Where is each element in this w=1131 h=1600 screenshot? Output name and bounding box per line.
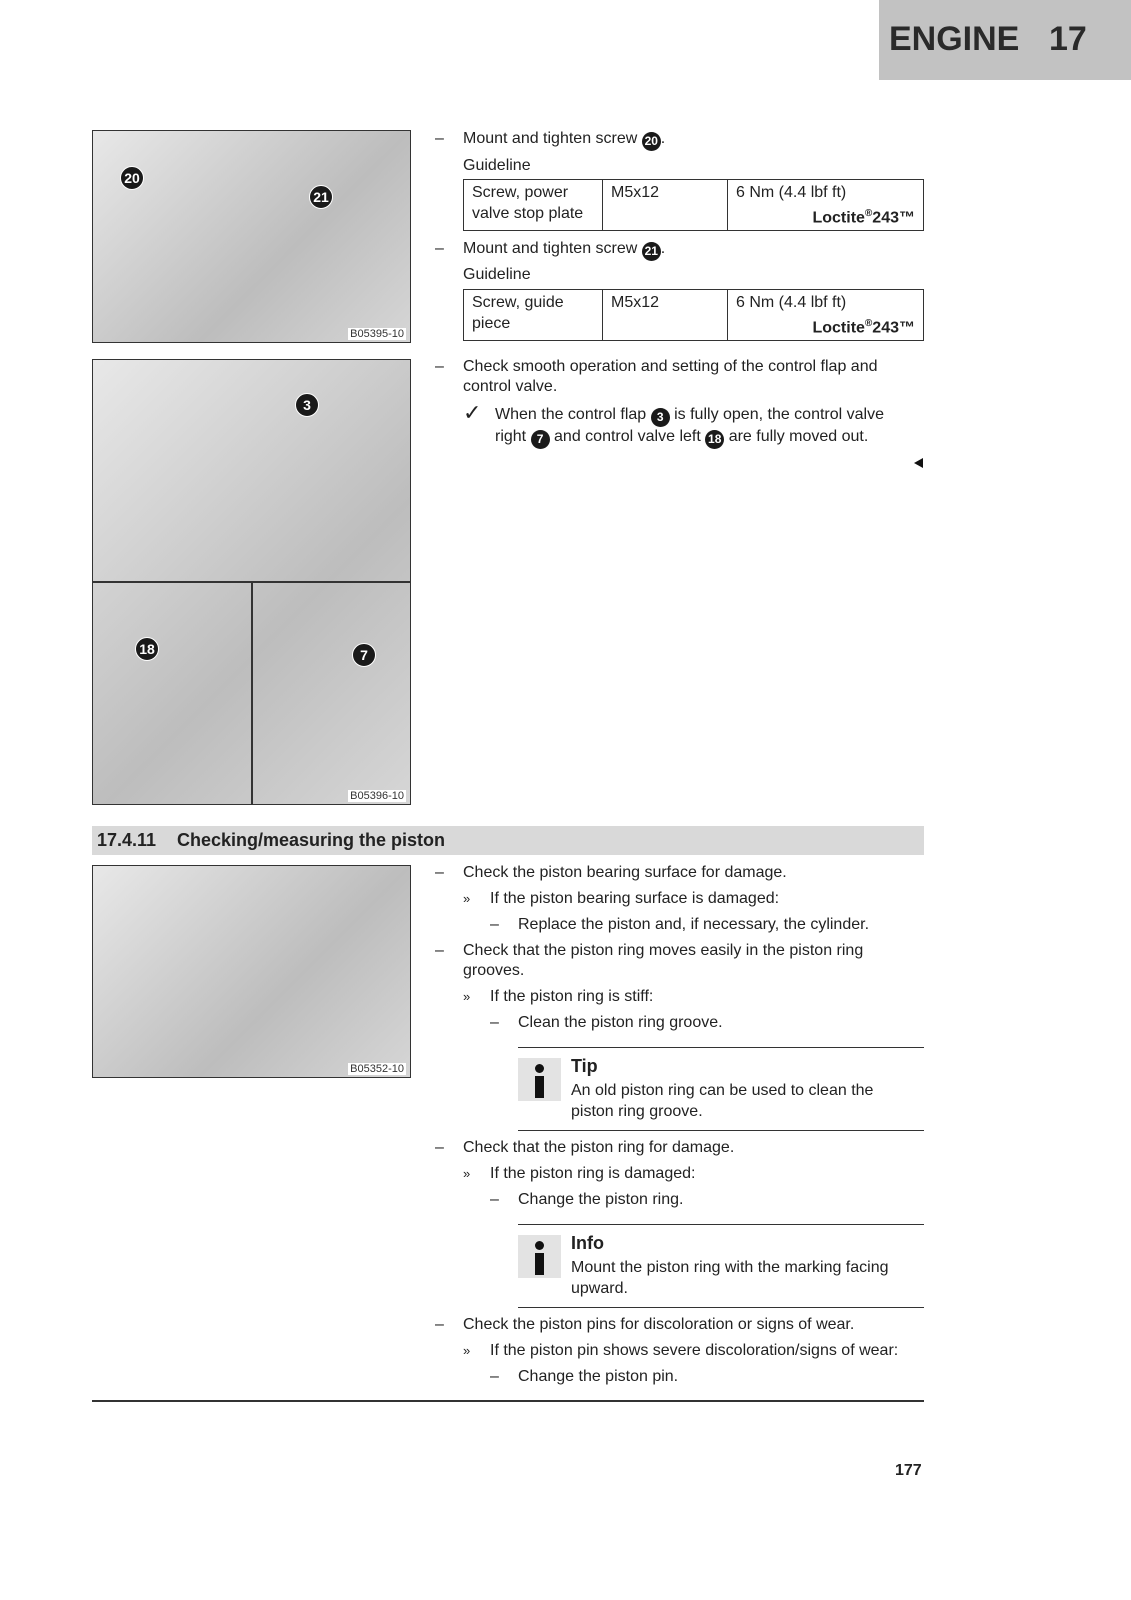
part-cell: Screw, power valve stop plate bbox=[464, 180, 603, 231]
action-text: Replace the piston and, if necessary, the cylinder. bbox=[518, 916, 870, 933]
torque-cell: 6 Nm (4.4 lbf ft) Loctite®243™ bbox=[728, 180, 924, 231]
tip-box bbox=[518, 1047, 924, 1131]
thread-cell: M5x12 bbox=[603, 290, 728, 341]
dash-bullet: – bbox=[435, 1316, 444, 1333]
step-text: Check the piston bearing surface for damage. bbox=[463, 864, 787, 881]
section-heading: 17.4.11 Checking/measuring the piston bbox=[92, 826, 924, 855]
figure-caption: B05395-10 bbox=[350, 328, 404, 340]
dash-bullet: – bbox=[435, 864, 444, 881]
callout-21: 21 bbox=[309, 185, 333, 209]
figure-power-valve-screws bbox=[92, 130, 411, 343]
chapter-title: ENGINE bbox=[889, 20, 1020, 58]
dash-bullet: – bbox=[490, 1014, 499, 1031]
guideline-label: Guideline bbox=[463, 266, 531, 283]
dash-bullet: – bbox=[435, 130, 444, 147]
chapter-number: 17 bbox=[1049, 20, 1087, 58]
action-text: Clean the piston ring groove. bbox=[518, 1014, 723, 1031]
dash-bullet: – bbox=[435, 358, 444, 375]
condition-text: If the piston ring is damaged: bbox=[490, 1165, 696, 1182]
thread-cell: M5x12 bbox=[603, 180, 728, 231]
check-icon: ✓ bbox=[463, 400, 482, 425]
result-text: right 7 and control valve left 18 are fully moved out. bbox=[495, 426, 868, 449]
footer-rule bbox=[92, 1400, 924, 1402]
tip-title: Tip bbox=[571, 1056, 598, 1076]
chapter-header bbox=[879, 0, 1131, 80]
condition-bullet: » bbox=[463, 1166, 471, 1181]
dash-bullet: – bbox=[490, 1191, 499, 1208]
action-text: Change the piston pin. bbox=[518, 1368, 679, 1385]
end-marker-icon bbox=[914, 458, 923, 468]
callout-7: 7 bbox=[352, 643, 376, 667]
condition-bullet: » bbox=[463, 891, 471, 906]
guideline-label: Guideline bbox=[463, 157, 531, 174]
figure-caption: B05396-10 bbox=[350, 790, 404, 802]
torque-cell: 6 Nm (4.4 lbf ft) Loctite®243™ bbox=[728, 290, 924, 341]
condition-text: If the piston bearing surface is damaged: bbox=[490, 890, 780, 907]
step-text: Check the piston pins for discoloration or signs of wear. bbox=[463, 1316, 855, 1333]
tip-body: An old piston ring can be used to clean the piston ring groove. bbox=[571, 1082, 874, 1120]
callout-18: 18 bbox=[135, 637, 159, 661]
info-icon bbox=[518, 1235, 561, 1278]
dash-bullet: – bbox=[435, 240, 444, 257]
dash-bullet: – bbox=[490, 916, 499, 933]
step-text: Check smooth operation and setting of the control flap and bbox=[463, 358, 878, 375]
dash-bullet: – bbox=[435, 942, 444, 959]
step-text: grooves. bbox=[463, 962, 525, 979]
step-text: control valve. bbox=[463, 378, 558, 395]
figure-control-flap bbox=[92, 359, 411, 805]
page-number: 177 bbox=[895, 1462, 922, 1479]
figure-piston-cylinder bbox=[92, 865, 411, 1078]
info-box bbox=[518, 1224, 924, 1308]
condition-text: If the piston pin shows severe discoloration/signs of wear: bbox=[490, 1342, 899, 1359]
dash-bullet: – bbox=[435, 1139, 444, 1156]
step-text: Mount and tighten screw 21 . bbox=[463, 238, 665, 261]
info-body: Mount the piston ring with the marking facing upward. bbox=[571, 1259, 889, 1297]
info-title: Info bbox=[571, 1233, 604, 1253]
dash-bullet: – bbox=[490, 1368, 499, 1385]
step-text: Check that the piston ring for damage. bbox=[463, 1139, 735, 1156]
step-text: Check that the piston ring moves easily in the piston ring bbox=[463, 942, 864, 959]
callout-3: 3 bbox=[295, 393, 319, 417]
figure-caption: B05352-10 bbox=[350, 1063, 404, 1075]
condition-text: If the piston ring is stiff: bbox=[490, 988, 654, 1005]
action-text: Change the piston ring. bbox=[518, 1191, 684, 1208]
guideline-table bbox=[463, 179, 924, 231]
info-icon bbox=[518, 1058, 561, 1101]
condition-bullet: » bbox=[463, 989, 471, 1004]
callout-20: 20 bbox=[120, 166, 144, 190]
guideline-table bbox=[463, 289, 924, 341]
condition-bullet: » bbox=[463, 1343, 471, 1358]
result-text: When the control flap 3 is fully open, the control valve bbox=[495, 404, 884, 427]
part-cell: Screw, guide piece bbox=[464, 290, 603, 341]
step-text: Mount and tighten screw 20 . bbox=[463, 128, 665, 151]
